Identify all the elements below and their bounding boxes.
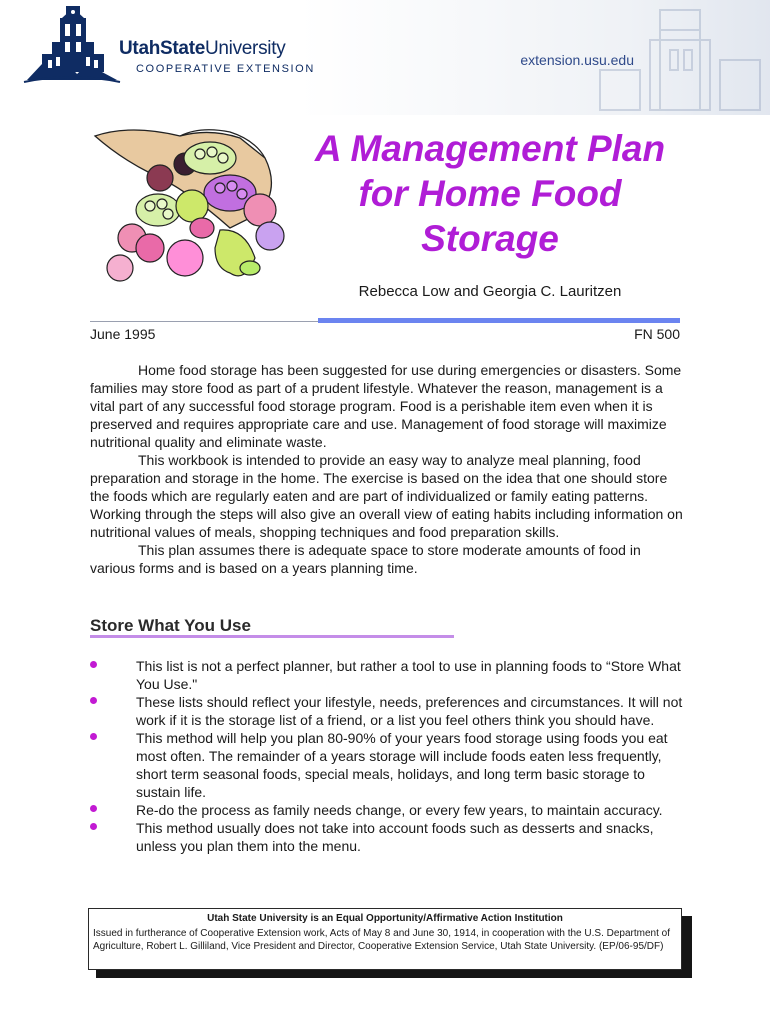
publication-code: FN 500 — [634, 326, 680, 342]
list-item — [90, 657, 685, 693]
bullet-dot-icon — [90, 805, 97, 812]
paragraph: This plan assumes there is adequate space to store moderate amounts of food in various forms and is based on a years planning time. — [90, 542, 641, 576]
cooperative-extension-label: COOPERATIVE EXTENSION — [136, 63, 315, 75]
title-accent-rule — [318, 318, 680, 323]
list-item-text: This method usually does not take into account foods such as desserts and snacks, unless you plan them into the menu. — [136, 820, 654, 854]
bullet-dot-icon — [90, 823, 97, 830]
footer-title: Utah State University is an Equal Opportunity/Affirmative Action Institution — [207, 913, 563, 924]
list-item-text: This method will help you plan 80-90% of your years food storage using foods you eat most often. The remainder of a years storage will include foods eaten less frequently, short term seasonal foods, special meals, holidays, and long term basic storage to sustain life. — [136, 730, 668, 800]
extension-url[interactable]: extension.usu.edu — [520, 52, 634, 68]
bullet-dot-icon — [90, 661, 97, 668]
title-line: for Home Food — [358, 173, 622, 214]
list-item — [90, 801, 685, 819]
footer-text: Issued in furtherance of Cooperative Extension work, Acts of May 8 and June 30, 1914, in cooperation with the U.S. Department of Agriculture, Robert L. Gilliland, Vice President and Director, Cooperative Extension Service, Utah State University. (EP/06-95/DF) — [93, 928, 670, 952]
bullet-dot-icon — [90, 733, 97, 740]
publication-date: June 1995 — [90, 326, 156, 342]
intro-body — [90, 361, 685, 577]
list-item-text: Re-do the process as family needs change, or every few years, to maintain accuracy. — [136, 802, 663, 818]
section-heading: Store What You Use — [90, 616, 251, 635]
list-item — [90, 693, 685, 729]
university-name: UtahStateUniversity — [119, 38, 286, 59]
title-line: Storage — [421, 218, 559, 259]
list-item-text: This list is not a perfect planner, but rather a tool to use in planning foods to “Store What You Use." — [136, 658, 681, 692]
cornucopia-illustration-icon — [90, 118, 300, 288]
authors: Rebecca Low and Georgia C. Lauritzen — [358, 283, 622, 300]
section-heading-rule — [90, 635, 454, 638]
header-banner — [0, 0, 770, 115]
document-title — [300, 126, 680, 261]
list-item — [90, 819, 685, 855]
footer-notice-box — [88, 908, 682, 970]
bullet-dot-icon — [90, 697, 97, 704]
title-line: A Management Plan — [314, 128, 666, 169]
list-item — [90, 729, 685, 801]
paragraph: Home food storage has been suggested for use during emergencies or disasters. Some families may store food as part of a prudent lifestyle. Whatever the reason, management is a vital part of any successful food storage program. Food is a perishable item even when it is preserved and requires appropriate care and use. Management of food storage will maximize nutritional quality and eliminate waste. — [90, 362, 682, 450]
paragraph: This workbook is intended to provide an easy way to analyze meal planning, food preparation and storage in the home. The exercise is based on the idea that one should store the foods which are regularly eaten and are part of individualized or family eating patterns. Working through the steps will also give an overall view of eating habits including information on nutritional values of meals, shopping techniques and food preparation skills. — [90, 452, 683, 540]
bullet-list — [90, 657, 685, 855]
old-main-building-logo-icon — [22, 2, 122, 84]
list-item-text: These lists should reflect your lifestyle, needs, preferences and circumstances. It will not work if it is the storage list of a friend, or a list you feel others think you should have. — [136, 694, 683, 728]
